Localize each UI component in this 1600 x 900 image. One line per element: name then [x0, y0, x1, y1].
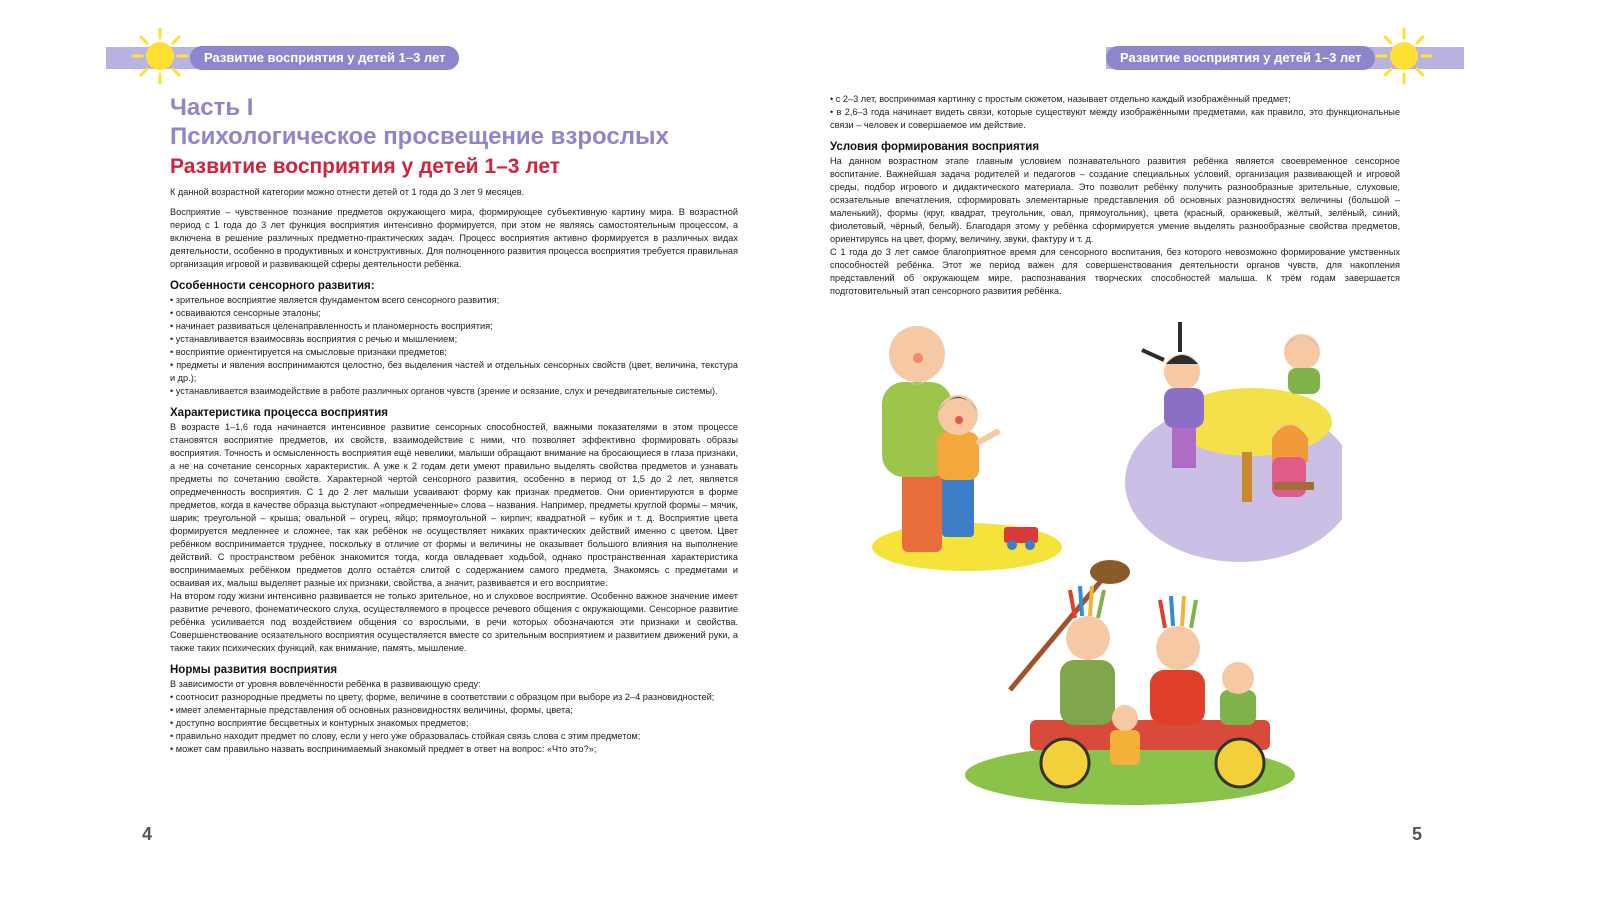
section-heading: Особенности сенсорного развития: [170, 280, 375, 292]
sun-icon [1374, 26, 1434, 86]
part-title [170, 93, 669, 151]
left-body-text [170, 186, 738, 756]
family-wagon-illustration [960, 550, 1300, 810]
list-item: • зрительное восприятие является фундаментом всего сенсорного развития; [170, 294, 738, 307]
list-item: • осваиваются сенсорные эталоны; [170, 307, 738, 320]
intro-paragraph: К данной возрастной категории можно отнести детей от 1 года до 3 лет 9 месяцев. [170, 187, 525, 197]
list-item: • с 2–3 лет, воспринимая картинку с простым сюжетом, называет отдельно каждый изображённый предмет; [830, 93, 1400, 106]
list-item: • соотносит разнородные предметы по цвету, форме, величине в соответствии с образцом при выборе из 2–4 разновидностей; [170, 691, 738, 704]
right-page [800, 0, 1600, 900]
page-number: 5 [1412, 824, 1423, 844]
grandfather-boy-illustration [862, 312, 1062, 572]
bullet-list [170, 294, 738, 398]
left-page [0, 0, 790, 900]
list-item: • правильно находит предмет по слову, если у него уже образовалась стойкая связь слова с этим предметом; [170, 730, 738, 743]
running-title: Развитие восприятия у детей 1–3 лет [1106, 46, 1375, 70]
section-heading: Условия формирования восприятия [830, 141, 1040, 153]
paragraph: На втором году жизни интенсивно развивается не только зрительное, но и слуховое восприятие. Особенно важное значение имеет развитие речевого, фонематического слуха, осуществляемого в процессе речевого общения с окружающими. Сенсорное развитие ребёнка усиливается под воздействием общения со взрослыми, в речи которых обозначаются эти признаки и свойства. Совершенствование осязательного восприятия осуществляется вместе со зрительным восприятием и развитием движений руки, а также таких психических функций, как внимание, память, мышление. [170, 591, 738, 653]
paragraph: Восприятие – чувственное познание предметов окружающего мира, формирующее субъективную картину мира. В возрастной период с 1 года до 3 лет функция восприятия интенсивно формируется, при этом не являясь самостоятельным процессом, а включена в решение различных предметно-практических задач. Процесс восприятия активно формируется в различных видах деятельности, особенно в продуктивных и конструктивных. Для полноценного развития процесса восприятия требуется правильная организация игровой и развивающей сферы деятельности ребёнка. [170, 207, 738, 269]
paragraph: В зависимости от уровня вовлечённости ребёнка в развивающую среду: [170, 679, 481, 689]
children-table-illustration [1122, 312, 1342, 562]
paragraph: В возрасте 1–1,6 года начинается интенсивное развитие сенсорных способностей, важными показателями в этом процессе становятся восприятие предметов, их свойств, взаимодействие с ними, что позволяет эффективно формировать образы восприятия. Точность и осмысленность восприятия ещё невелики, малыши обращают внимание на бросающиеся в глаза признаки, а не на сочетание сенсорных характеристик. А уже к 2 годам дети умеют правильно выделять свойства предметов и узнавать предметы по сочетанию свойств. Характерной чертой сенсорного развития, особенно в период от 1,5 до 2 лет, является опредмеченность восприятия. С 1 до 2 лет малыши усваивают форму как признак предметов. Они ориентируются в форме предметов, когда в качестве образца выступают «опредмеченные» слова – названия. Например, предметы круглой формы – мячик, шарик; треугольной – крыша; овальной – огурец, яйцо; прямоугольной – кирпич; квадратной – кубик и т. д. Восприятие цвета формируется медленнее и сложнее, так как ребёнок не осуществляет никаких практических действий именно с цветом. Цвет ребёнком воспринимается труднее, поскольку в отличие от формы и величины не оказывает большого влияния на выполнение действий. С пространством ребёнок знакомится тогда, когда овладевает ходьбой, однако пространственная характеристика воспринимаемых ребёнком предметов долго остаётся слитой с содержанием самого предмета. Знакомясь с предметами и осваивая их, малыш выделяет разные их признаки, свойства, а значит, развивается и его восприятие. [170, 422, 738, 588]
page-number: 4 [142, 824, 153, 844]
list-item: • предметы и явления воспринимаются целостно, без выделения частей и отдельных сенсорных свойств (цвет, величина, текстура и др.); [170, 359, 738, 385]
bullet-list [170, 691, 738, 756]
list-item: • доступно восприятие бесцветных и контурных знакомых предметов; [170, 717, 738, 730]
running-title: Развитие восприятия у детей 1–3 лет [190, 46, 459, 70]
list-item: • имеет элементарные представления об основных разновидностях величины, формы, цвета; [170, 704, 738, 717]
list-item: • устанавливается взаимодействие в работе различных органов чувств (зрение и осязание, слух и речедвигательные системы). [170, 385, 738, 398]
part-line-2: Психологическое просвещение взрослых [170, 123, 669, 150]
sun-icon [130, 26, 190, 86]
bullet-list [830, 93, 1400, 132]
list-item: • может сам правильно назвать воспринимаемый знакомый предмет в ответ на вопрос: «Что это?»; [170, 743, 738, 756]
chapter-title: Развитие восприятия у детей 1–3 лет [170, 155, 561, 178]
paragraph: На данном возрастном этапе главным условием познавательного развития ребёнка является своевременное сенсорное воспитание. Важнейшая задача родителей и педагогов – создание специальных условий, организация развивающей и игровой среды, подбор игрового и дидактического материала. Это позволит ребёнку получить разнообразные зрительные, слуховые, осязательные впечатления, сформировать элементарные представления об основных разновидностях величины (большой – маленький), формы (круг, квадрат, треугольник, овал, прямоугольник), цвета (красный, оранжевый, жёлтый, зелёный, синий, фиолетовый, чёрный, белый). Благодаря этому у ребёнка сформируется умение выделять разнообразные свойства предметов, ориентируясь на цвет, форму, величину, звуки, фактуру и т. д. [830, 156, 1400, 244]
right-body-text [830, 93, 1400, 298]
section-heading: Характеристика процесса восприятия [170, 407, 388, 419]
list-item: • начинает развиваться целенаправленность и планомерность восприятия; [170, 320, 738, 333]
list-item: • устанавливается взаимосвязь восприятия с речью и мышлением; [170, 333, 738, 346]
list-item: • восприятие ориентируется на смысловые признаки предметов; [170, 346, 738, 359]
paragraph: С 1 года до 3 лет самое благоприятное время для сенсорного воспитания, без которого невозможно формирование умственных способностей ребёнка. Этот же период важен для совершенствования деятельности органов чувств, для накопления представлений об окружающем мире, распознавания творческих способностей малыша. К трём годам завершается подготовительный этап сенсорного развития ребёнка. [830, 247, 1400, 296]
part-line-1: Часть I [170, 94, 254, 121]
section-heading: Нормы развития восприятия [170, 664, 338, 676]
list-item: • в 2,6–3 года начинает видеть связи, которые существуют между изображёнными предметами, как правило, это функциональные связи – человек и совершаемое им действие. [830, 106, 1400, 132]
